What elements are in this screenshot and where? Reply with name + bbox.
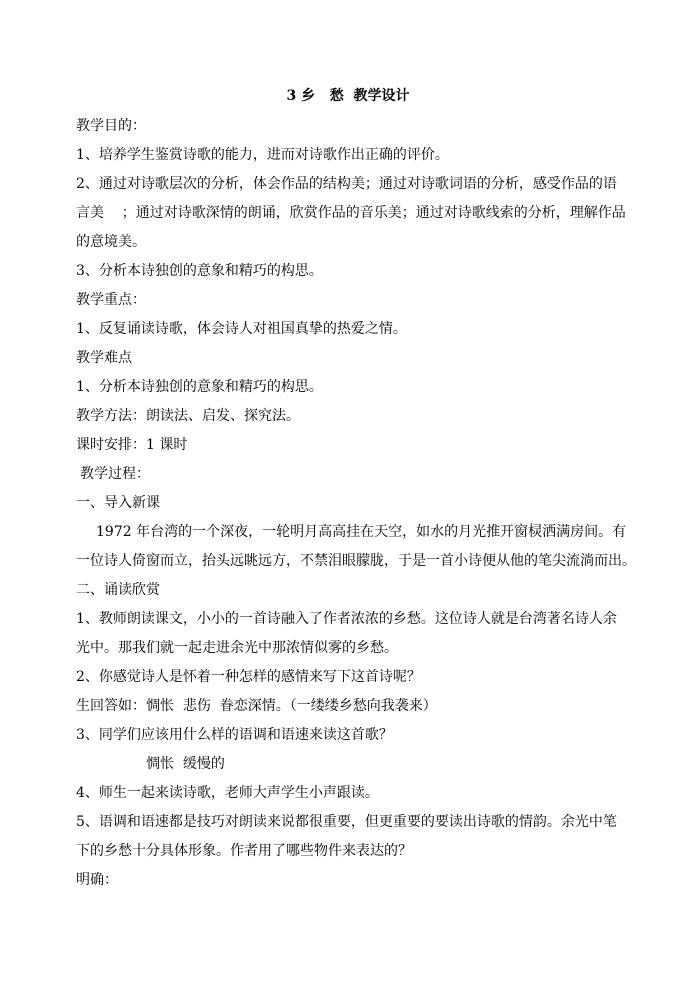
intro-paragraph-line-1: 1972 年台湾的一个深夜，一轮明月高高挂在天空，如水的月光推开窗棂洒满房间。有 [96,524,627,540]
intro-paragraph-line-2: 一位诗人倚窗而立，抬头远眺远方，不禁泪眼朦胧，于是一首小诗便从他的笔尖流淌而出。 [76,553,636,569]
reading-item-3-answer: 惆怅 缓慢的 [146,756,225,772]
section-heading-objectives: 教学目的： [76,118,146,134]
reading-item-5-line-2: 下的乡愁十分具体形象。作者用了哪些物件来表达的？ [76,843,412,859]
difficulty-item-1: 1、分析本诗独创的意象和精巧的构思。 [76,379,323,395]
reading-item-1-line-1: 1、教师朗读课文，小小的一首诗融入了作者浓浓的乡愁。这位诗人就是台湾著名诗人余 [76,611,617,627]
section-heading-difficulties: 教学难点 [76,350,132,366]
section-heading-process: 教学过程： [80,466,150,482]
section-heading-key-points: 教学重点： [76,292,146,308]
reading-item-1-line-2: 光中。那我们就一起走进余光中那浓情似雾的乡愁。 [76,640,398,656]
clarification-label: 明确： [76,872,118,888]
part-2-heading: 二、诵读欣赏 [76,582,160,598]
objective-item-2-line-3: 的意境美。 [76,234,146,250]
objective-item-2-line-2: 言美 ；通过对诗歌深情的朗诵，欣赏作品的音乐美；通过对诗歌线索的分析，理解作品 [76,205,626,221]
student-answer: 生回答如：惆怅 悲伤 眷恋深情。（一缕缕乡愁向我袭来） [76,698,437,714]
key-point-item-1: 1、反复诵读诗歌，体会诗人对祖国真挚的热爱之情。 [76,321,407,337]
objective-item-2-line-1: 2、通过对诗歌层次的分析，体会作品的结构美；通过对诗歌词语的分析，感受作品的语 [76,176,617,192]
part-1-heading: 一、导入新课 [76,495,160,511]
page-title: 3 乡 愁 教学设计 [286,88,410,104]
class-hours: 课时安排：1 课时 [76,437,188,453]
reading-item-4: 4、师生一起来读诗歌，老师大声学生小声跟读。 [76,785,379,801]
reading-item-5-line-1: 5、语调和语速都是技巧对朗读来说都很重要，但更重要的要读出诗歌的情韵。余光中笔 [76,814,617,830]
reading-item-3: 3、同学们应该用什么样的语调和语速来读这首歌？ [76,727,393,743]
objective-item-1: 1、培养学生鉴赏诗歌的能力，进而对诗歌作出正确的评价。 [76,147,449,163]
teaching-methods: 教学方法：朗读法、启发、探究法。 [76,408,300,424]
objective-item-3: 3、分析本诗独创的意象和精巧的构思。 [76,263,323,279]
reading-item-2: 2、你感觉诗人是怀着一种怎样的感情来写下这首诗呢？ [76,669,421,685]
